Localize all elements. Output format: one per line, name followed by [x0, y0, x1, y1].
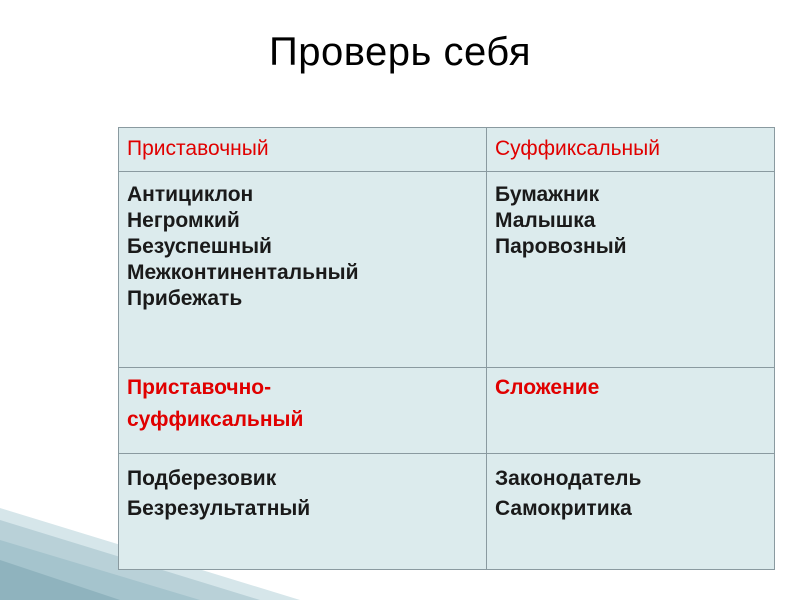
cell-prefixal-suffixal-words	[119, 454, 487, 570]
cell-line: Антициклон	[127, 183, 254, 206]
header-cell-suffixal	[487, 128, 775, 172]
cell-line: Приставочный	[127, 137, 269, 160]
header-cell-prefixal-suffixal	[119, 368, 487, 454]
table-row	[119, 454, 775, 570]
table-row	[119, 172, 775, 368]
cell-line: Приставочно-	[127, 376, 272, 399]
cell-line: Подберезовик	[127, 467, 277, 490]
cell-line: Прибежать	[127, 287, 243, 310]
cell-compound-words	[487, 454, 775, 570]
cell-line: Паровозный	[495, 235, 627, 258]
cell-line: Негромкий	[127, 209, 240, 232]
header-cell-compound	[487, 368, 775, 454]
cell-line: Межконтинентальный	[127, 261, 359, 284]
cell-line: Безрезультатный	[127, 497, 311, 520]
page-title: Проверь себя	[269, 30, 531, 74]
cell-line: Сложение	[495, 376, 600, 399]
cell-suffixal-words	[487, 172, 775, 368]
cell-line: Самокритика	[495, 497, 632, 520]
cell-prefixal-words	[119, 172, 487, 368]
cell-line: суффиксальный	[127, 408, 304, 431]
cell-line: Бумажник	[495, 183, 600, 206]
word-formation-table	[118, 127, 775, 570]
cell-line: Малышка	[495, 209, 596, 232]
cell-line: Суффиксальный	[495, 137, 660, 160]
cell-line: Безуспешный	[127, 235, 272, 258]
table-row	[119, 128, 775, 172]
table-row	[119, 368, 775, 454]
header-cell-prefixal	[119, 128, 487, 172]
cell-line: Законодатель	[495, 467, 642, 490]
